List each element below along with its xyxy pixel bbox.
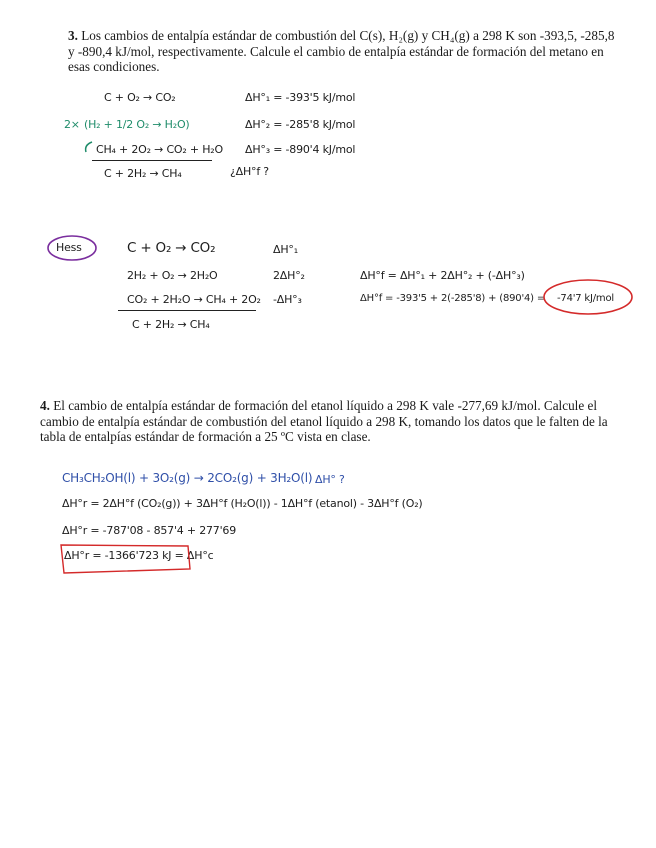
w3-r1-enthalpy: ΔH°₁ = -393'5 kJ/mol [245, 91, 356, 104]
w3-r3-equation: CH₄ + 2O₂ → CO₂ + H₂O [96, 143, 223, 156]
hess-r1-enthalpy: ΔH°₁ [273, 243, 298, 256]
hess-result: -74'7 kJ/mol [557, 293, 614, 304]
problem-4-text: El cambio de entalpía estándar de formación del etanol líquido a 298 K vale -277,69 kJ/mol. Calcule el cambio de entalpía estándar de combustión del etanol líquido a 298 K, tomando los datos que le falten de la tabla de entalpías estándar de formación a 25 ºC vista en clase. [40, 398, 608, 444]
hess-calculation: ΔH°f = -393'5 + 2(-285'8) + (890'4) = [360, 293, 546, 304]
w4-result: ΔH°r = -1366'723 kJ = ΔH°c [64, 549, 214, 562]
w3-r1-equation: C + O₂ → CO₂ [104, 91, 176, 104]
green-bracket-mark [86, 142, 92, 152]
w4-result-box-mark [61, 545, 190, 573]
w3-r4-question: ¿ΔH°f ? [230, 165, 269, 178]
w4-equation: CH₃CH₂OH(l) + 3O₂(g) → 2CO₂(g) + 3H₂O(l) [62, 471, 313, 485]
w3-r2-enthalpy: ΔH°₂ = -285'8 kJ/mol [245, 118, 356, 131]
w4-enthalpy-expression: ΔH°r = 2ΔH°f (CO₂(g)) + 3ΔH°f (H₂O(l)) - 1ΔH°f (etanol) - 3ΔH°f (O₂) [62, 497, 423, 510]
hess-circle-mark [48, 236, 96, 260]
hess-r4-equation: C + 2H₂ → CH₄ [132, 318, 210, 331]
w3-r2-equation: (H₂ + 1/2 O₂ → H₂O) [84, 118, 190, 131]
w4-substitution: ΔH°r = -787'08 - 857'4 + 277'69 [62, 524, 237, 537]
w3-r2-multiplier: 2× [64, 118, 80, 131]
w3-r3-enthalpy: ΔH°₃ = -890'4 kJ/mol [245, 143, 356, 156]
hess-r2-equation: 2H₂ + O₂ → 2H₂O [127, 269, 218, 282]
hess-r3-enthalpy: -ΔH°₃ [273, 293, 302, 306]
hess-r2-enthalpy: 2ΔH°₂ [273, 269, 305, 282]
problem-4-number: 4. [40, 398, 50, 413]
hess-r1-equation: C + O₂ → CO₂ [127, 240, 216, 256]
hess-r3-equation: CO₂ + 2H₂O → CH₄ + 2O₂ [127, 293, 261, 306]
hess-result-circle-mark [544, 280, 632, 314]
problem-3-number: 3. [68, 28, 78, 43]
hess-formula: ΔH°f = ΔH°₁ + 2ΔH°₂ + (-ΔH°₃) [360, 269, 525, 282]
hess-label: Hess [56, 241, 82, 254]
w3-r4-equation: C + 2H₂ → CH₄ [104, 167, 182, 180]
w4-question: ΔH° ? [315, 473, 345, 486]
problem-3-text: Los cambios de entalpía estándar de combustión del C(s), H₂(g) y CH₄(g) a 298 K son -393,5, -285,8 y -890,4 kJ/mol, respectivamente. Calcule el cambio de entalpía estándar de formación del metano en esas condiciones. [68, 28, 615, 74]
